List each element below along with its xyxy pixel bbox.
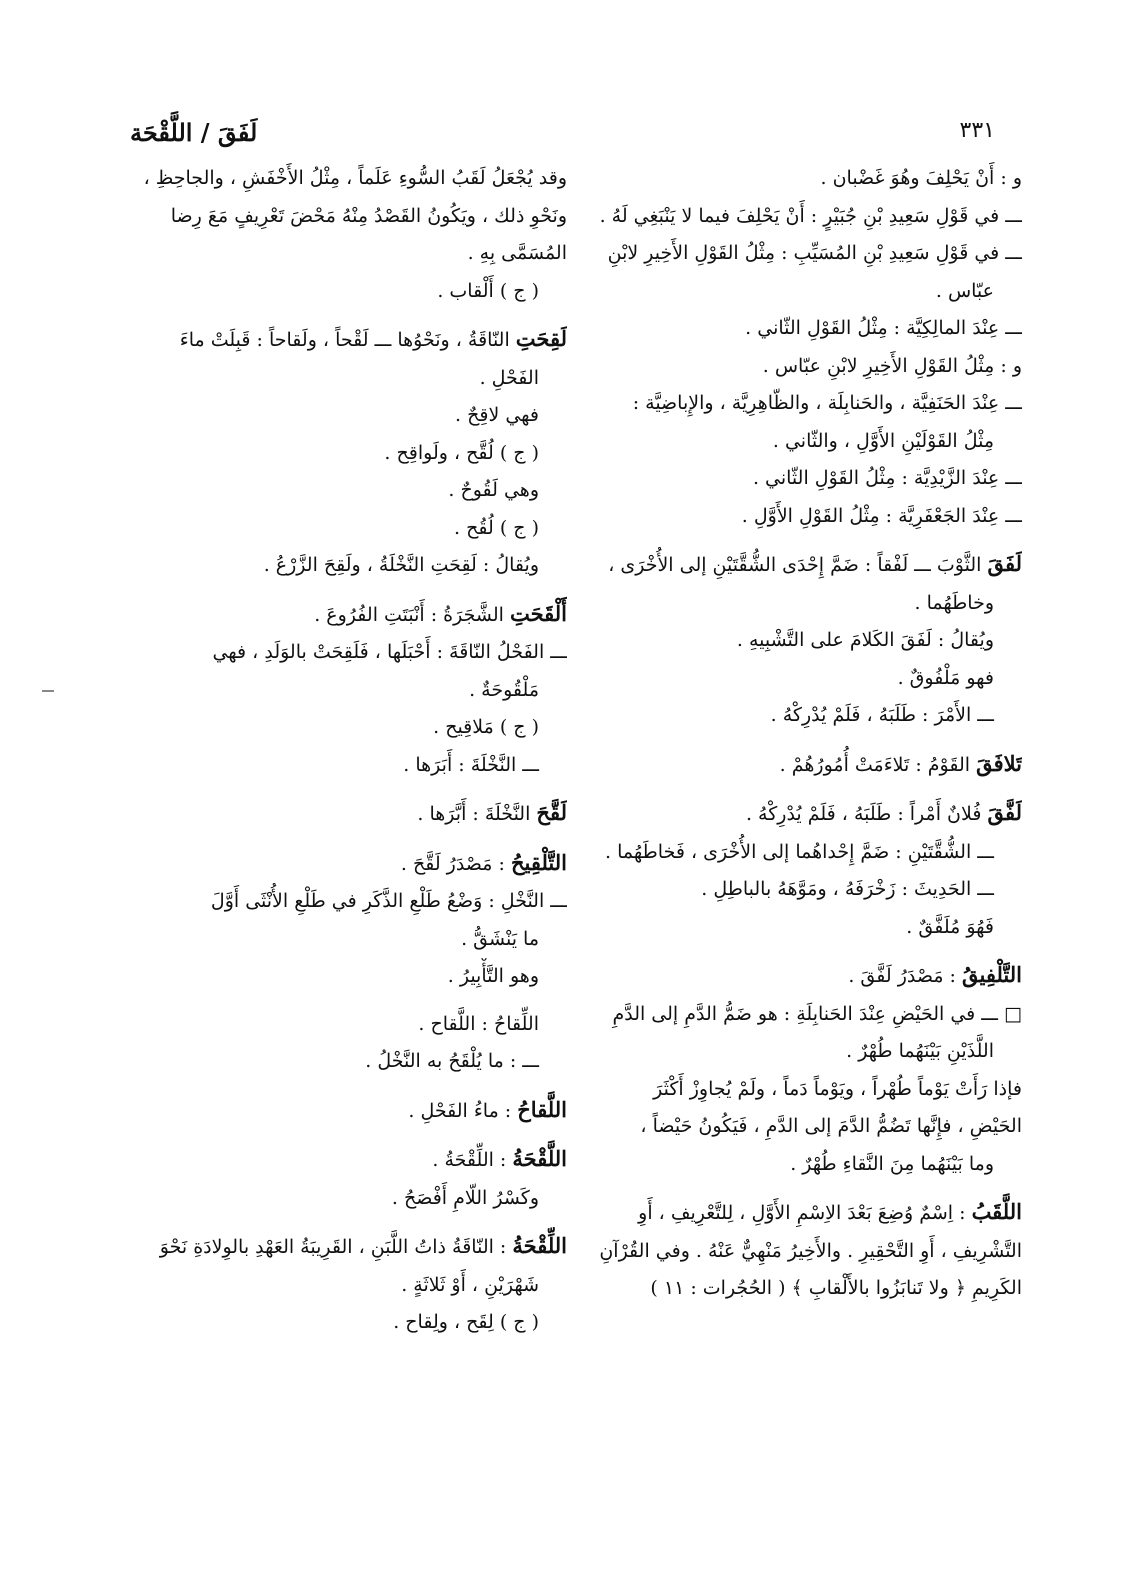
line-text: الشَّجَرَةُ : أَنْبَتَتِ الفُرُوعَ .	[314, 603, 510, 626]
line-text: ونَحْوِ ذلك ، ويَكُونُ القَصْدُ مِنْهُ مَحْضَ تَعْرِيفٍ مَعَ رِضا	[170, 204, 567, 227]
line-text: ـــ الشُّقَّتَيْنِ : ضَمَّ إِحْداهُما إلى الأُخْرَى ، فَخاطَهُما .	[605, 840, 994, 863]
dictionary-entry	[105, 595, 567, 785]
entry-line	[105, 1006, 567, 1044]
entry-line	[105, 1043, 567, 1081]
headword: التَّلْقِيحُ	[510, 849, 567, 875]
entry-line	[105, 320, 567, 360]
entry-line	[105, 747, 567, 785]
line-text: ـــ في قَوْلِ سَعِيدِ بْنِ المُسَيِّبِ : مِثْلُ القَوْلِ الأَخِيرِ لابْنِ	[607, 242, 1022, 264]
entry-line	[560, 273, 1022, 311]
entry-line	[560, 498, 1022, 536]
page-header	[130, 118, 995, 158]
entry-line	[105, 883, 567, 921]
headword: اللَّقاحُ	[517, 1096, 567, 1122]
line-text: : اِسْمٌ وُضِعَ بَعْدَ الاِسْمِ الأَوَّلِ ، لِلتَّعْرِيفِ ، أَوِ	[638, 1202, 972, 1224]
line-text: وقد يُجْعَلُ لَقَبُ السُّوءِ عَلَماً ، مِثْلُ الأَخْفَشِ ، والجاحِظِ ،	[143, 167, 567, 189]
line-text: فإذا رَأَتْ يَوْماً طُهْراً ، ويَوْماً دَماً ، ولَمْ يُجاوِزْ أَكْثَرَ	[653, 1077, 1022, 1100]
entry-line	[105, 595, 567, 635]
entry-line	[105, 958, 567, 996]
line-text: فهو مَلْفُوقٌ .	[897, 666, 994, 689]
entry-line	[560, 1270, 1022, 1308]
headword: التَّلْفِيقُ	[962, 962, 1022, 987]
dictionary-entry	[105, 844, 567, 996]
entry-line	[105, 435, 567, 473]
dictionary-entry	[105, 160, 567, 310]
entry-line	[105, 844, 567, 884]
entry-line	[560, 697, 1022, 735]
entry-line	[105, 160, 567, 198]
headword: لَفَّقَ	[987, 800, 1022, 825]
line-text: فُلانٌ أَمْراً : طَلَبَهُ ، فَلَمْ يُدْرِكْهُ .	[745, 803, 988, 825]
entry-line	[560, 745, 1022, 785]
entry-line	[560, 871, 1022, 909]
entry-line	[105, 198, 567, 236]
line-text: النَّخْلَةَ : أَبَّرَها .	[417, 803, 537, 825]
line-text: ( ج ) أَلْقاب .	[437, 279, 539, 302]
line-text: الفَحْلِ .	[479, 366, 539, 389]
entry-line	[105, 472, 567, 510]
entry-line	[105, 510, 567, 548]
entry-line	[560, 235, 1022, 273]
line-text: النّاقَةُ ، ونَحْوُها ـــ لَقْحاً ، ولَقاحاً : قَبِلَتْ ماءَ	[179, 329, 516, 351]
line-text: ( ج ) مَلاقِيح .	[433, 716, 539, 738]
line-text: الحَيْضِ ، فإِنَّها تَضُمُّ الدَّمَ إلى الدَّمِ ، فَيَكُونُ حَيْضاً ،	[640, 1115, 1022, 1137]
line-text: و : مِثْلُ القَوْلِ الأَخِيرِ لابْنِ عبّاس .	[762, 354, 1022, 377]
entry-line	[560, 996, 1022, 1034]
dictionary-entry	[560, 160, 1022, 535]
line-text: وكَسْرُ اللّامِ أَفْصَحُ .	[391, 1186, 539, 1209]
headword: اللَّقَبُ	[971, 1199, 1022, 1224]
entry-line	[105, 1267, 567, 1305]
line-text: ( ج ) لُقُح .	[454, 516, 539, 539]
entry-line	[560, 348, 1022, 386]
headword: لَفَقَ	[987, 551, 1022, 576]
headword: لَقِحَتِ	[515, 326, 567, 351]
entry-line	[105, 921, 567, 959]
dictionary-entry	[105, 1227, 567, 1342]
line-text: ـــ النَّخْلِ : وَضْعُ طَلْعِ الذَّكَرِ في طَلْعِ الأُنْثَى أَوَّلَ	[210, 890, 567, 912]
entry-line	[105, 1227, 567, 1267]
headword: أَلْقَحَتِ	[509, 600, 567, 626]
dictionary-entry	[560, 956, 1022, 1183]
line-text: ( ج ) لُقَّح ، ولَواقِح .	[384, 441, 539, 464]
line-text: اللَّذَيْنِ بَيْنَهُما طُهْرٌ .	[846, 1040, 994, 1062]
line-text: وهو التَّأْبِيرُ .	[447, 965, 539, 987]
entry-line	[560, 794, 1022, 834]
line-text: ما يَنْشَقُّ .	[461, 927, 539, 950]
line-text: ـــ الأَمْرَ : طَلَبَهُ ، فَلَمْ يُدْرِكْهُ .	[770, 704, 994, 726]
entry-line	[560, 1146, 1022, 1184]
entry-line	[560, 909, 1022, 947]
entry-line	[105, 547, 567, 585]
line-text: ـــ : ما يُلْقَحُ به النَّخْلُ .	[365, 1050, 539, 1072]
entry-line	[105, 235, 567, 273]
line-text: شَهْرَيْنِ ، أَوْ ثَلاثَةٍ .	[401, 1273, 539, 1296]
line-text: القَوْمُ : تَلاءَمَتْ أُمُورُهُمْ .	[779, 753, 977, 776]
line-text: ـــ النَّخْلَةَ : أَبَرَها .	[403, 753, 539, 776]
line-text: فَهُوَ مُلَفَّقٌ .	[906, 915, 994, 938]
dictionary-entry	[105, 1140, 567, 1217]
line-text: الكَرِيمِ ﴿ ولا تَنابَزُوا بالأَلْقابِ ﴾ ( الحُجُرات : ١١ )	[650, 1277, 1022, 1299]
dictionary-entry	[105, 1091, 567, 1131]
headword: اللِّقْحَةُ	[512, 1233, 567, 1258]
line-text: : اللِّقْحَةُ .	[432, 1149, 513, 1171]
running-head: لَفَقَ / اللَّقْحَة	[130, 118, 258, 147]
entry-line	[560, 834, 1022, 872]
dictionary-entry	[560, 545, 1022, 735]
entry-line	[105, 709, 567, 747]
line-text: : مَصْدَرُ لَقَّحَ .	[400, 852, 511, 875]
line-text: الثَّوْبَ ـــ لَفْقاً : ضَمَّ إِحْدَى الشُّقَّتَيْنِ إلى الأُخْرَى ،	[608, 554, 988, 576]
entry-line	[560, 1193, 1022, 1233]
entry-line	[105, 360, 567, 398]
entry-line	[105, 1140, 567, 1180]
entry-line	[560, 956, 1022, 996]
entry-line	[560, 660, 1022, 698]
line-text: المُسَمَّى بِهِ .	[467, 242, 567, 264]
line-text: ( ج ) لِقَح ، ولِقاح .	[393, 1311, 539, 1333]
dictionary-entry	[560, 745, 1022, 785]
entry-line	[105, 672, 567, 710]
line-text: ويُقالُ : لَفَقَ الكَلامَ على التَّشْبِيهِ .	[736, 629, 994, 651]
page-number: ٣٣١	[959, 118, 995, 143]
headword: اللَّقْحَةُ	[512, 1146, 567, 1171]
line-text: : ماءُ الفَحْلِ .	[408, 1099, 518, 1122]
entry-line	[105, 794, 567, 834]
entry-line	[560, 310, 1022, 348]
line-text: مِثْلُ القَوْلَيْنِ الأَوَّلِ ، والثّاني .	[772, 429, 994, 452]
entry-line	[105, 1304, 567, 1342]
entry-line	[560, 423, 1022, 461]
line-text: □ ـــ في الحَيْضِ عِنْدَ الحَنابِلَةِ : هو ضَمُّ الدَّمِ إلى الدَّمِ	[612, 1002, 1022, 1025]
line-text: ـــ عِنْدَ المالِكِيَّة : مِثْلُ القَوْلِ الثّاني .	[745, 317, 1022, 339]
dictionary-entry	[560, 794, 1022, 946]
headword: لَقَّحَ	[536, 800, 567, 825]
line-text: : النّاقَةُ ذاتُ اللَّبَنِ ، القَرِيبَةُ العَهْدِ بالوِلادَةِ نَحْوَ	[159, 1236, 513, 1258]
entry-line	[560, 545, 1022, 585]
entry-line	[105, 397, 567, 435]
line-text: ـــ عِنْدَ الزَّيْدِيَّة : مِثْلُ القَوْلِ الثّاني .	[752, 467, 1022, 489]
line-text: وهي لَقُوحٌ .	[448, 479, 539, 501]
dictionary-entry	[105, 320, 567, 585]
entry-line	[560, 1071, 1022, 1109]
left-column	[105, 160, 567, 1352]
dictionary-entry	[105, 1006, 567, 1081]
scan-mark	[42, 690, 54, 692]
line-text: ـــ الفَحْلُ النّاقَةَ : أَحْبَلَها ، فَلَقِحَتْ بالوَلَدِ ، فهي	[212, 641, 567, 663]
line-text: ـــ في قَوْلِ سَعِيدِ بْنِ جُبَيْرٍ : أَنْ يَحْلِفَ فيما لا يَنْبَغِي لَهُ .	[599, 204, 1022, 227]
line-text: ـــ عِنْدَ الحَنَفِيَّة ، والحَنابِلَة ، والظّاهِرِيَّة ، والإِباضِيَّة :	[632, 392, 1022, 414]
line-text: التَّشْرِيفِ ، أَوِ التَّحْقِيرِ . والأَخِيرُ مَنْهِيٌّ عَنْهُ . وفي القُرْآنِ	[599, 1239, 1022, 1262]
entry-line	[560, 1033, 1022, 1071]
entry-line	[560, 585, 1022, 623]
line-text: ـــ عِنْدَ الجَعْفَرِيَّة : مِثْلُ القَوْلِ الأَوَّلِ .	[741, 504, 1022, 527]
line-text: ـــ الحَدِيثَ : زَخْرَفَهُ ، ومَوَّهَهُ بالباطِلِ .	[701, 878, 994, 900]
line-text: اللِّقاحُ : اللَّقاح .	[418, 1012, 539, 1035]
right-column	[560, 160, 1022, 1318]
entry-line	[105, 1180, 567, 1218]
dictionary-entry	[560, 1193, 1022, 1308]
dictionary-entry	[105, 794, 567, 834]
entry-line	[560, 160, 1022, 198]
line-text: : مَصْدَرُ لَفَّقَ .	[848, 965, 962, 987]
entry-line	[105, 634, 567, 672]
headword: تَلافَقَ	[976, 750, 1022, 776]
entry-line	[560, 1108, 1022, 1146]
line-text: وما بَيْنَهُما مِنَ النَّقاءِ طُهْرٌ .	[790, 1152, 994, 1175]
entry-line	[560, 622, 1022, 660]
entry-line	[560, 1233, 1022, 1271]
line-text: و : أَنْ يَحْلِفَ وهُوَ غَضْبان .	[820, 167, 1022, 189]
entry-line	[560, 385, 1022, 423]
line-text: وخاطَهُما .	[914, 591, 994, 614]
line-text: عبّاس .	[935, 279, 994, 302]
entry-line	[560, 460, 1022, 498]
entry-line	[105, 273, 567, 311]
line-text: ويُقالُ : لَقِحَتِ النَّخْلَةُ ، ولَقِحَ الزَّرْعُ .	[263, 554, 539, 576]
entry-line	[560, 198, 1022, 236]
line-text: فهي لاقِحٌ .	[455, 404, 539, 426]
entry-line	[105, 1091, 567, 1131]
line-text: مَلْقُوحَةٌ .	[469, 678, 539, 701]
